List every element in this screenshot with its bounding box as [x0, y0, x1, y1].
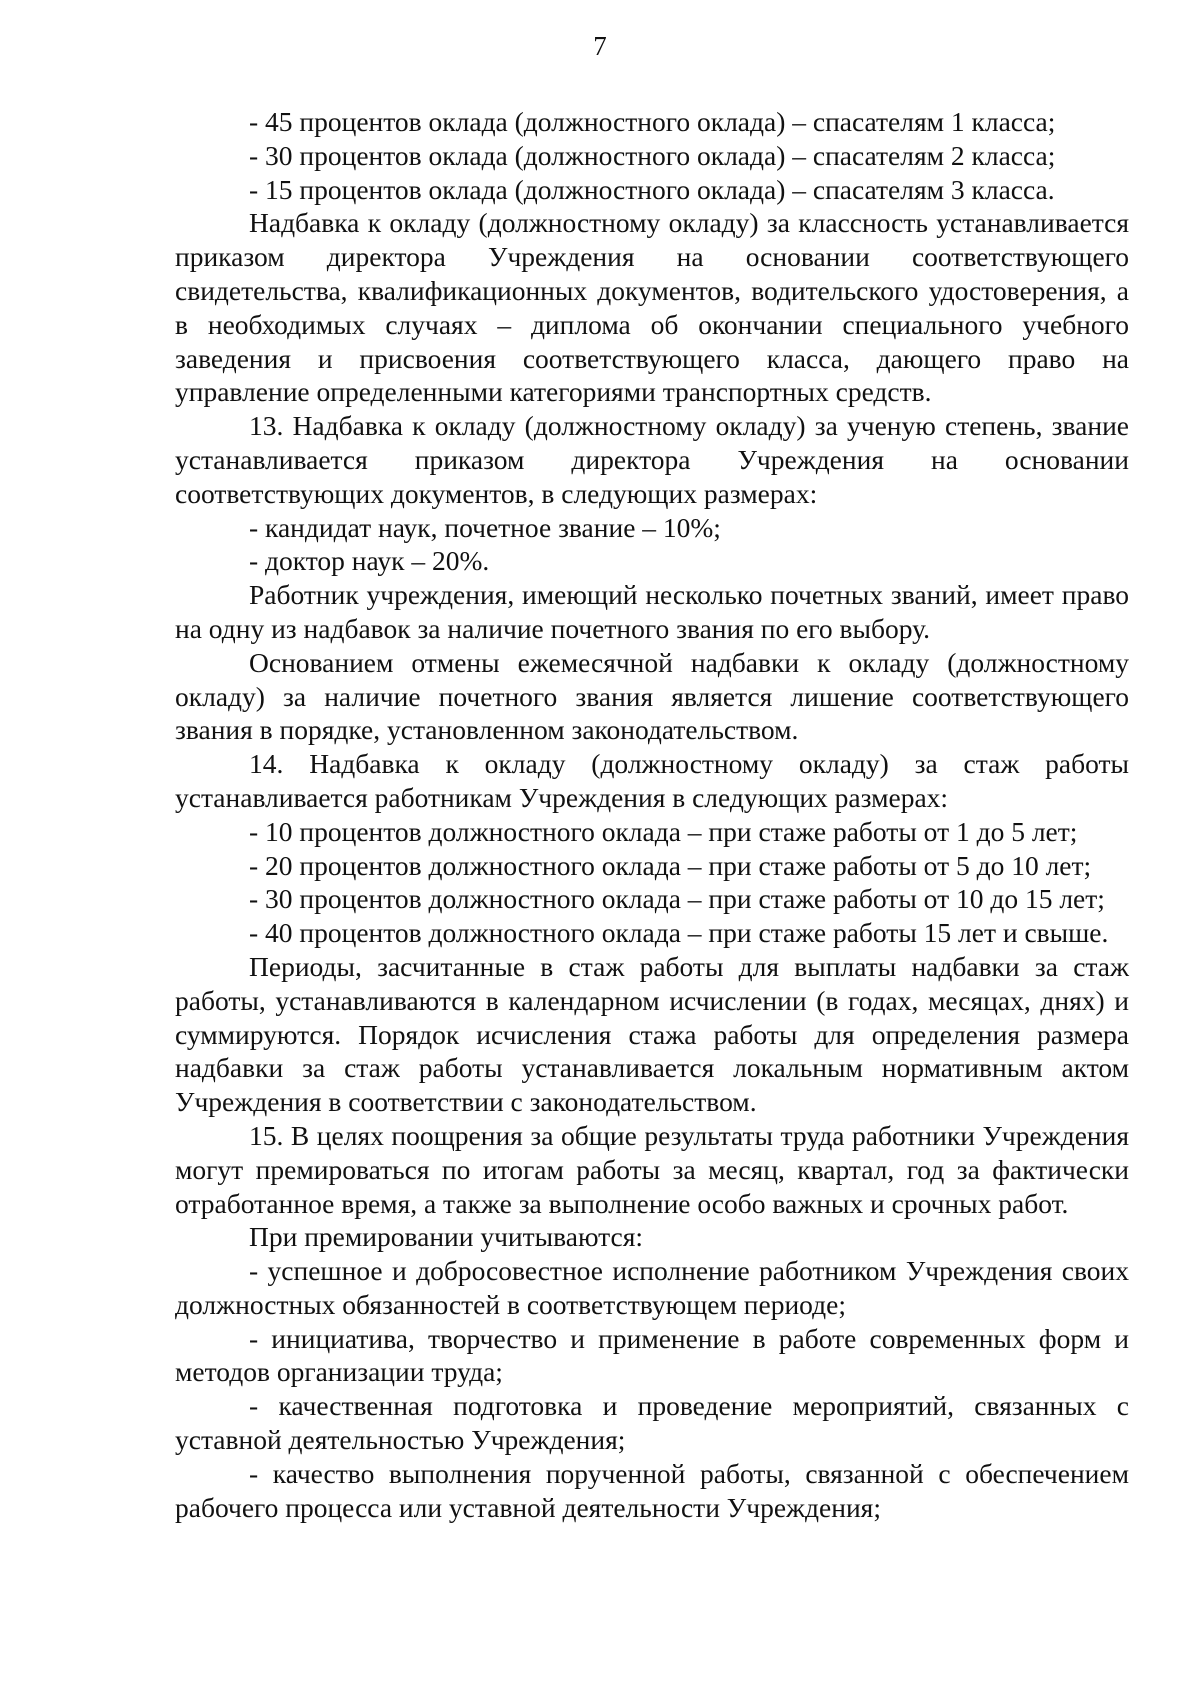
list-item: - успешное и добросовестное исполнение работником Учреждения своих должностных обязанностей в соответствующем периоде; [175, 1255, 1129, 1320]
list-item: - 45 процентов оклада (должностного оклада) – спасателям 1 класса; [249, 106, 1056, 137]
list-item: - качество выполнения порученной работы, связанной с обеспечением рабочего процесса или уставной деятельности Учреждения; [175, 1457, 1129, 1523]
paragraph: Основанием отмены ежемесячной надбавки к окладу (должностному окладу) за наличие почетного звания является лишение соответствующего звания в порядке, установленном законодательством. [175, 646, 1129, 746]
list-item: - 30 процентов оклада (должностного оклада) – спасателям 2 класса; [249, 139, 1056, 171]
page-number: 7 [593, 31, 607, 61]
list-item: - инициатива, творчество и применение в работе современных форм и методов организации труда; [175, 1322, 1129, 1388]
list-item: - кандидат наук, почетное звание – 10%; [249, 511, 721, 543]
list-item: - 15 процентов оклада (должностного оклада) – спасателям 3 класса. [249, 173, 1055, 205]
document-body [175, 105, 1129, 1524]
clause-13: 13. Надбавка к окладу (должностному окладу) за ученую степень, звание устанавливается приказом директора Учреждения на основании соответствующих документов, в следующих размерах: [175, 410, 1129, 509]
list-item: - 20 процентов должностного оклада – при стаже работы от 5 до 10 лет; [249, 849, 1092, 881]
paragraph: Работник учреждения, имеющий несколько почетных званий, имеет право на одну из надбавок за наличие почетного звания по его выбору. [175, 579, 1129, 644]
list-item: - доктор наук – 20%. [249, 545, 490, 577]
paragraph: Надбавка к окладу (должностному окладу) за классность устанавливается приказом директора Учреждения на основании соответствующего свидетельства, квалификационных документов, водительского удостоверения, а в необходимых случаях – диплома об окончании специального учебного заведения и присвоения соответствующего класса, дающего право на управление определенными категориями транспортных средств. [175, 207, 1129, 408]
list-item: - 30 процентов должностного оклада – при стаже работы от 10 до 15 лет; [249, 883, 1105, 915]
paragraph: Периоды, засчитанные в стаж работы для выплаты надбавки за стаж работы, устанавливаются в календарном исчислении (в годах, месяцах, днях) и суммируются. Порядок исчисления стажа работы для определения размера надбавки за стаж работы устанавливается локальным нормативным актом Учреждения в соответствии с законодательством. [175, 950, 1129, 1118]
paragraph: При премировании учитываются: [249, 1221, 643, 1253]
clause-14: 14. Надбавка к окладу (должностному окладу) за стаж работы устанавливается работникам Учреждения в следующих размерах: [175, 748, 1129, 813]
list-item: - качественная подготовка и проведение мероприятий, связанных с уставной деятельностью Учреждения; [175, 1390, 1129, 1456]
list-item: - 10 процентов должностного оклада – при стаже работы от 1 до 5 лет; [249, 815, 1078, 847]
list-item: - 40 процентов должностного оклада – при стаже работы 15 лет и свыше. [249, 917, 1109, 949]
clause-15: 15. В целях поощрения за общие результаты труда работники Учреждения могут премироваться по итогам работы за месяц, квартал, год за фактически отработанное время, а также за выполнение особо важных и срочных работ. [175, 1119, 1129, 1219]
